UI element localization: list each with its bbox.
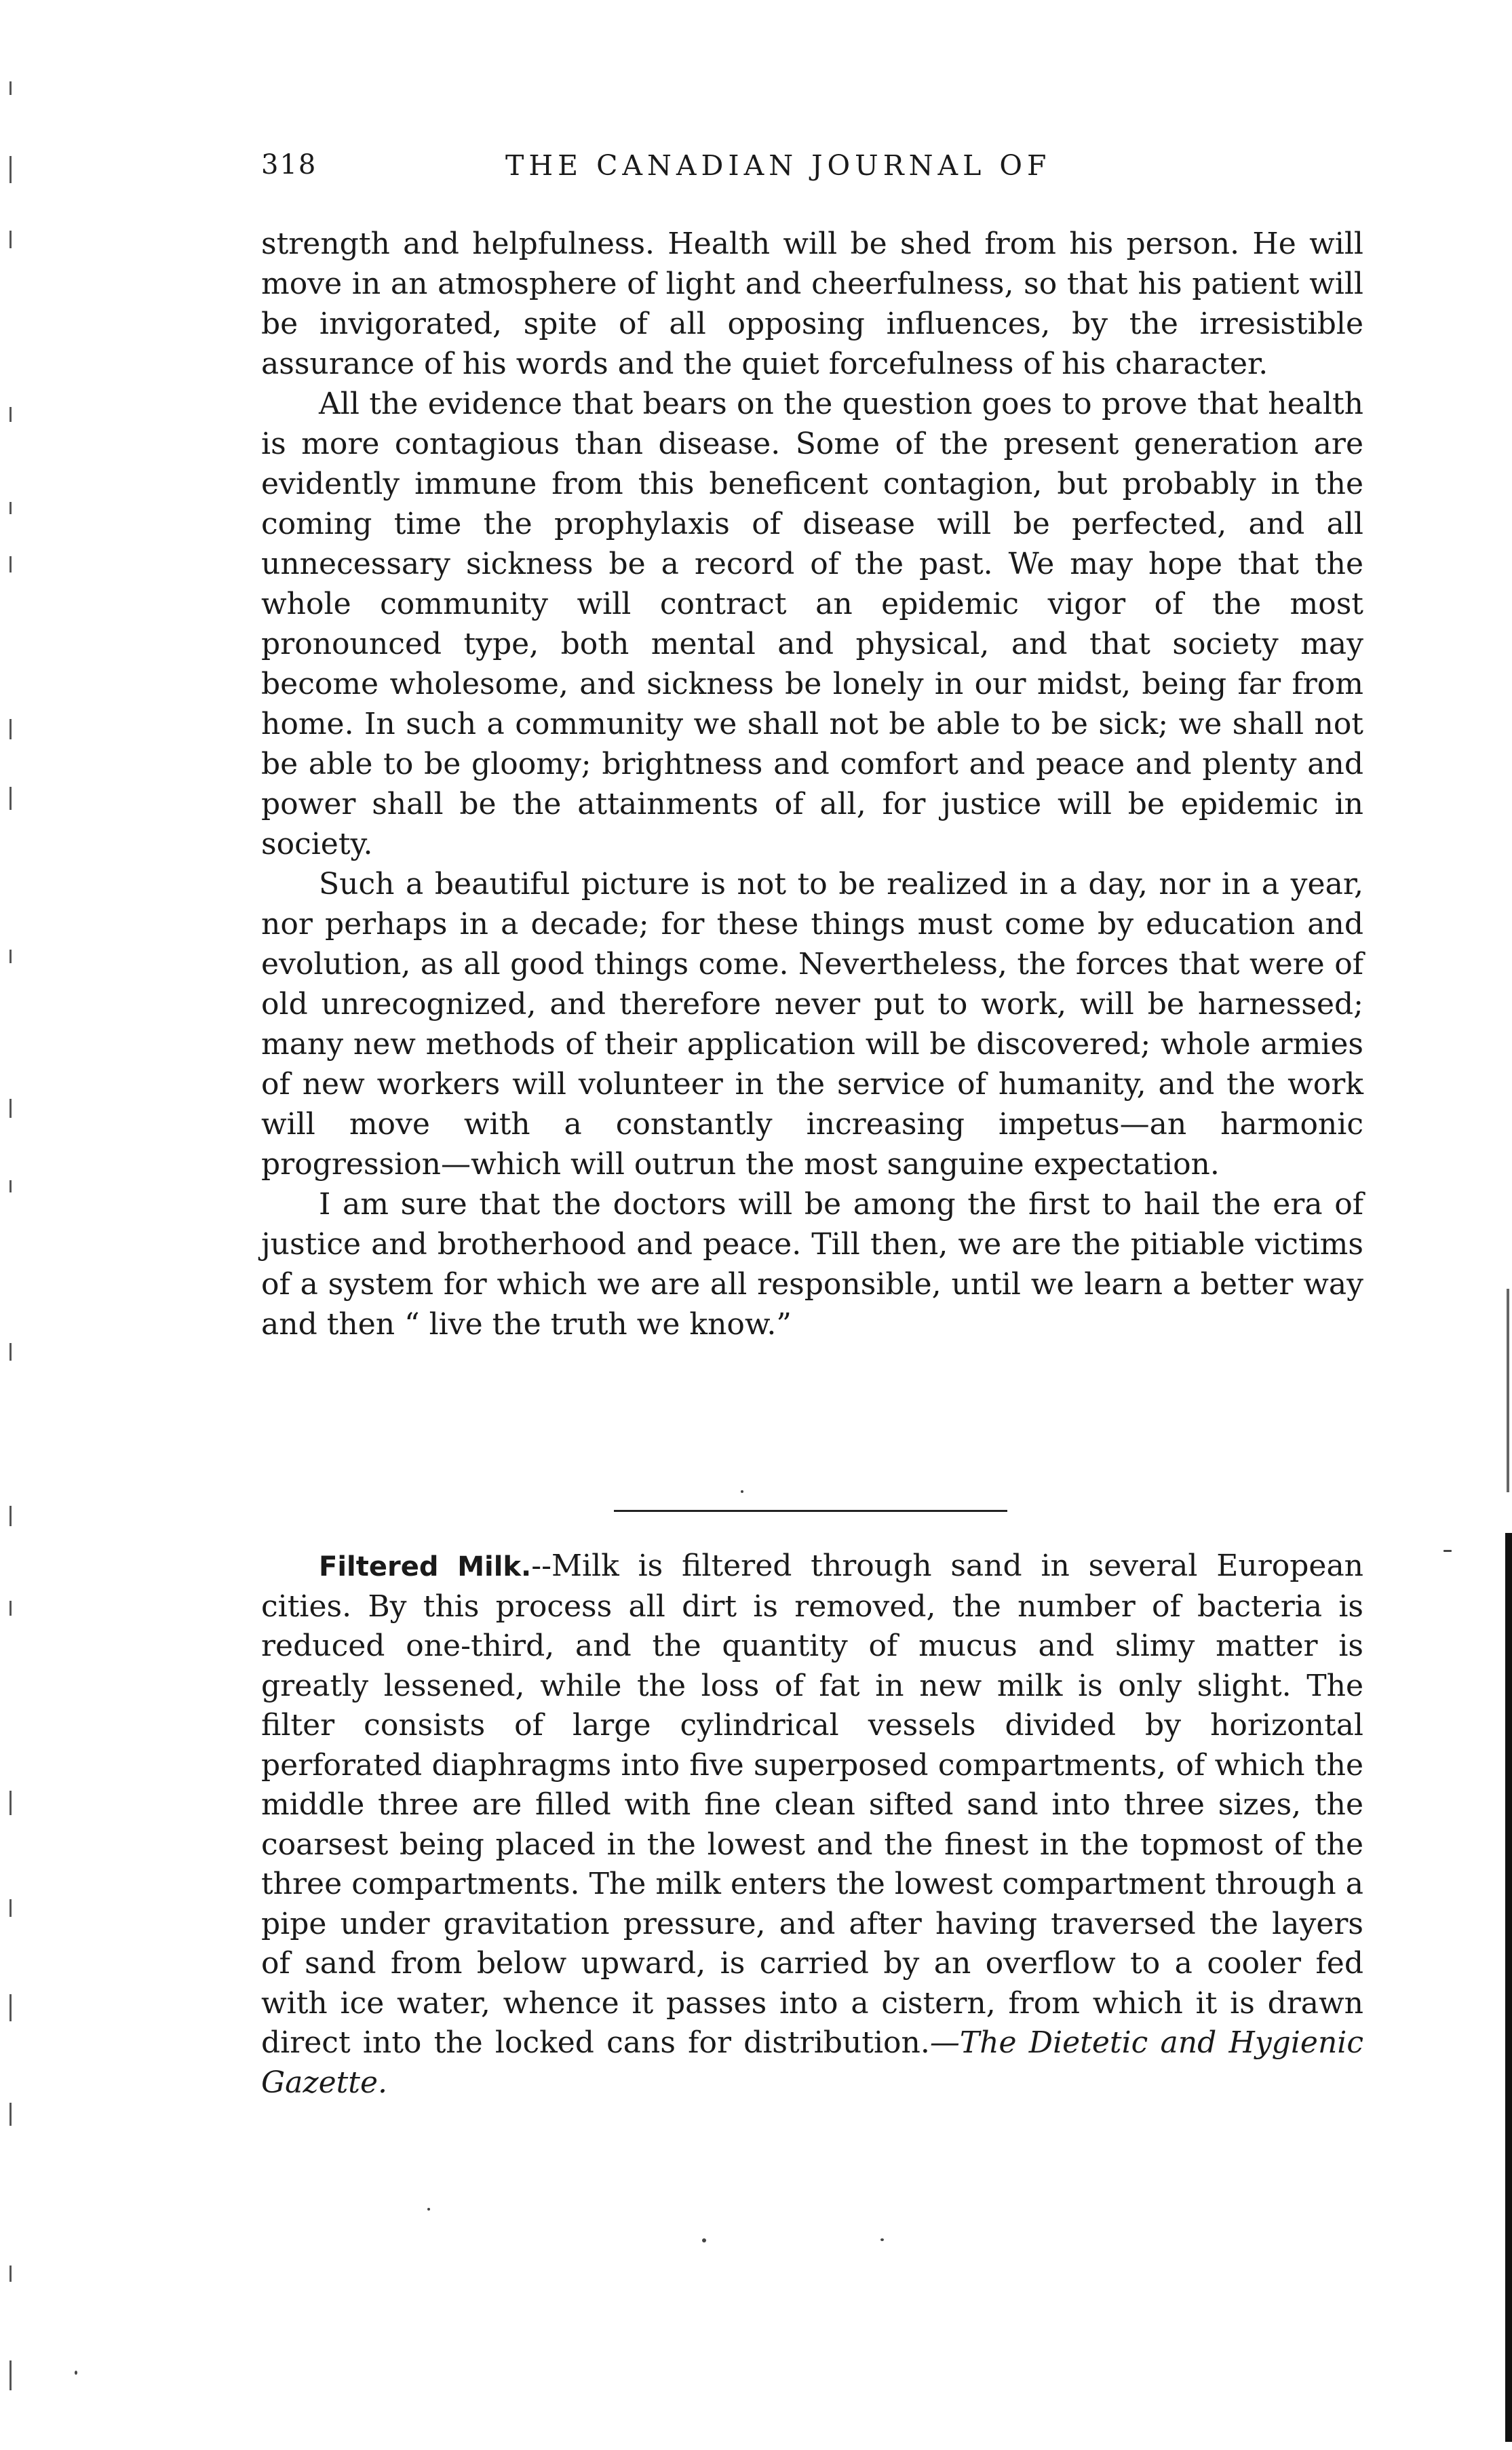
page-number: 318 <box>261 149 317 180</box>
speck <box>702 2238 706 2242</box>
paragraph: I am sure that the doctors will be among the first to hail the era of justice and brotherhood and peace. Till then, we are the pitiable victims of a system for which we are all responsible, until we learn a better way and then “ live the truth we know.” <box>261 1187 1363 1342</box>
filtered-milk-note <box>261 1547 1363 2103</box>
paragraph: strength and helpfulness. Health will be shed from his person. He will move in an atmosphere of light and cheerfulness, so that his patient will be invigorated, spite of all opposing influences, by the irresistible assurance of his words and the quiet forcefulness of his character. <box>261 227 1363 381</box>
filtered-milk-heading: Filtered Milk. <box>319 1551 532 1582</box>
binding-edge-marks <box>4 27 18 2428</box>
filtered-milk-paragraph <box>261 1547 1363 2103</box>
source-citation: —The Dietetic and Hygienic Gazette. <box>261 2025 1363 2100</box>
paragraph: All the evidence that bears on the question goes to prove that health is more contagious than disease. Some of the present generation are evidently immune from this beneficent contagion, but probably in the coming time the prophylaxis of disease will be perfected, and all unnecessary sickness be a record of the past. We may hope that the whole community will contract an epidemic vigor of the most pronounced type, both mental and physical, and that society may become wholesome, and sickness be lonely in our midst, being far from home. In such a community we shall not be able to be sick; we shall not be able to be gloomy; brightness and comfort and peace and plenty and power shall be the attainments of all, for justice will be epidemic in society. <box>261 387 1363 861</box>
right-edge-shading <box>1507 1289 1509 1492</box>
speck <box>427 2208 430 2211</box>
speck <box>741 1490 743 1493</box>
speck <box>880 2238 884 2241</box>
speck <box>75 2371 77 2375</box>
running-header <box>261 149 1374 197</box>
speck <box>1443 1550 1452 1552</box>
section-divider <box>614 1510 1007 1512</box>
running-title: THE CANADIAN JOURNAL OF <box>505 149 1051 182</box>
right-edge-shadow <box>1505 1533 1512 2442</box>
article-body <box>261 224 1363 1344</box>
paragraph: Such a beautiful picture is not to be realized in a day, nor in a year, nor perhaps in a decade; for these things must come by education and evolution, as all good things come. Nevertheless, the forces that were of old unrecognized, and therefore never put to work, will be harnessed; many new methods of their application will be discovered; whole armies of new workers will volunteer in the service of humanity, and the work will move with a constantly increasing impetus—an harmonic progression—which will outrun the most sanguine expectation. <box>261 867 1363 1182</box>
filtered-milk-text: --Milk is filtered through sand in several European cities. By this process all dirt is removed, the number of bacteria is reduced one-third, and the quantity of mucus and slimy matter is greatly lessened, while the loss of fat in new milk is only slight. The filter consists of large cylindrical vessels divided by horizontal perforated diaphragms into five superposed compartments, of which the middle three are filled with fine clean sifted sand into three sizes, the coarsest being placed in the lowest and the finest in the topmost of the three compartments. The milk enters the lowest compartment through a pipe under gravitation pressure, and after having traversed the layers of sand from below upward, is carried by an overflow to a cooler fed with ice water, whence it passes into a cistern, from which it is drawn direct into the locked cans for distribution. <box>261 1549 1364 2060</box>
